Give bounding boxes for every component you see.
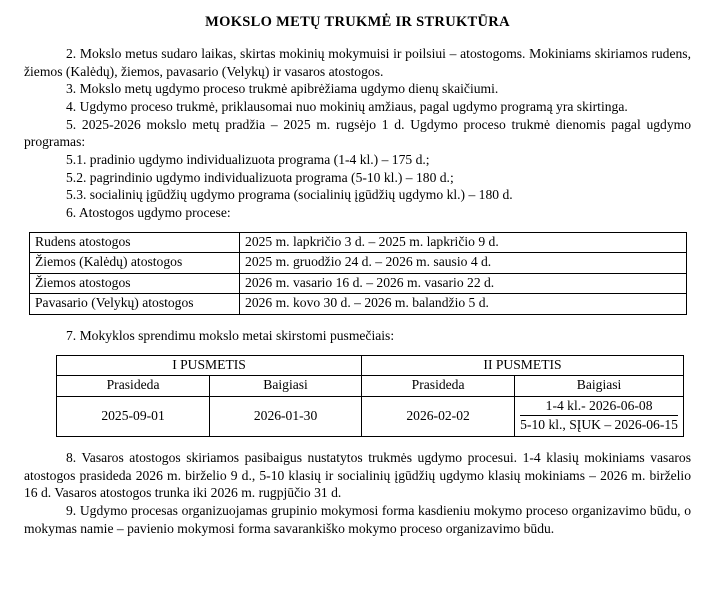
program-item-5-3: 5.3. socialinių įgūdžių ugdymo programa (socialinių įgūdžių ugdymo kl.) – 180 d. <box>66 187 513 203</box>
group-header-second-semester: II PUSMETIS <box>362 355 684 376</box>
column-header-end-1: Baigiasi <box>210 376 362 397</box>
paragraph-4: 4. Ugdymo proceso trukmė, priklausomai nuo mokinių amžiaus, pagal ugdymo programą yra skirtinga. <box>66 99 628 115</box>
table-row <box>30 273 687 294</box>
holiday-name: Žiemos atostogos <box>30 273 240 294</box>
paragraph-2: 2. Mokslo metus sudaro laikas, skirtas mokinių mokymuisi ir poilsiui – atostogoms. Mokiniams skiriamos rudens, žiemos (Kalėdų), žiemos, pavasario (Velykų) ir vasaros atostogos. <box>24 46 691 79</box>
table-row <box>30 294 687 315</box>
column-header-start-2: Prasideda <box>362 376 515 397</box>
table-group-header-row <box>57 355 684 376</box>
program-item-5-1: 5.1. pradinio ugdymo individualizuota programa (1-4 kl.) – 175 d.; <box>66 152 430 168</box>
holiday-name: Žiemos (Kalėdų) atostogos <box>30 253 240 274</box>
table-row <box>57 396 684 436</box>
column-header-end-2: Baigiasi <box>515 376 684 397</box>
holiday-range: 2026 m. vasario 16 d. – 2026 m. vasario 22 d. <box>240 273 687 294</box>
paragraph-5: 5. 2025-2026 mokslo metų pradžia – 2025 m. rugsėjo 1 d. Ugdymo proceso trukmė dienomis pagal ugdymo programas: <box>24 116 691 150</box>
paragraph-3: 3. Mokslo metų ugdymo proceso trukmė apibrėžiama ugdymo dienų skaičiumi. <box>66 81 499 97</box>
holidays-heading: 6. Atostogos ugdymo procese: <box>66 205 231 221</box>
semesters-heading: 7. Mokyklos sprendimu mokslo metai skirstomi pusmečiais: <box>66 328 395 344</box>
second-semester-end <box>515 396 684 436</box>
second-semester-end-line-1: 1-4 kl.- 2026-06-08 <box>545 397 653 413</box>
first-semester-start: 2025-09-01 <box>57 396 210 436</box>
table-row <box>30 232 687 253</box>
holiday-name: Pavasario (Velykų) atostogos <box>30 294 240 315</box>
semesters-table <box>56 355 684 437</box>
second-semester-start: 2026-02-02 <box>362 396 515 436</box>
paragraph-9: 9. Ugdymo procesas organizuojamas grupinio mokymosi forma kasdieniu mokymo proceso organizavimo būdu, o mokymas namie – pavienio mokymosi forma savarankiško mokymo proceso organizavimo būdu. <box>24 503 691 536</box>
group-header-first-semester: I PUSMETIS <box>57 355 362 376</box>
column-header-start-1: Prasideda <box>57 376 210 397</box>
holiday-range: 2026 m. kovo 30 d. – 2026 m. balandžio 5 d. <box>240 294 687 315</box>
table-header-row <box>57 376 684 397</box>
paragraph-8: 8. Vasaros atostogos skiriamos pasibaigus nustatytos trukmės ugdymo procesui. 1-4 klasių mokiniams vasaros atostogos prasideda 2026 m. birželio 9 d., 5-10 klasių ir socialinių įgūdžių ugdymo klasių mokiniams – 2026 m. birželio 16 d. Vasaros atostogos trunka iki 2026 m. rugpjūčio 31 d. <box>24 450 691 501</box>
second-semester-end-line-2: 5-10 kl., SĮUK – 2026-06-15 <box>520 417 678 433</box>
holiday-range: 2025 m. lapkričio 3 d. – 2025 m. lapkričio 9 d. <box>240 232 687 253</box>
page-title: MOKSLO METŲ TRUKMĖ IR STRUKTŪRA <box>205 14 510 30</box>
holiday-range: 2025 m. gruodžio 24 d. – 2026 m. sausio 4 d. <box>240 253 687 274</box>
holidays-table <box>29 232 687 315</box>
program-item-5-2: 5.2. pagrindinio ugdymo individualizuota programa (5-10 kl.) – 180 d.; <box>66 169 454 185</box>
first-semester-end: 2026-01-30 <box>210 396 362 436</box>
holiday-name: Rudens atostogos <box>30 232 240 253</box>
table-row <box>30 253 687 274</box>
